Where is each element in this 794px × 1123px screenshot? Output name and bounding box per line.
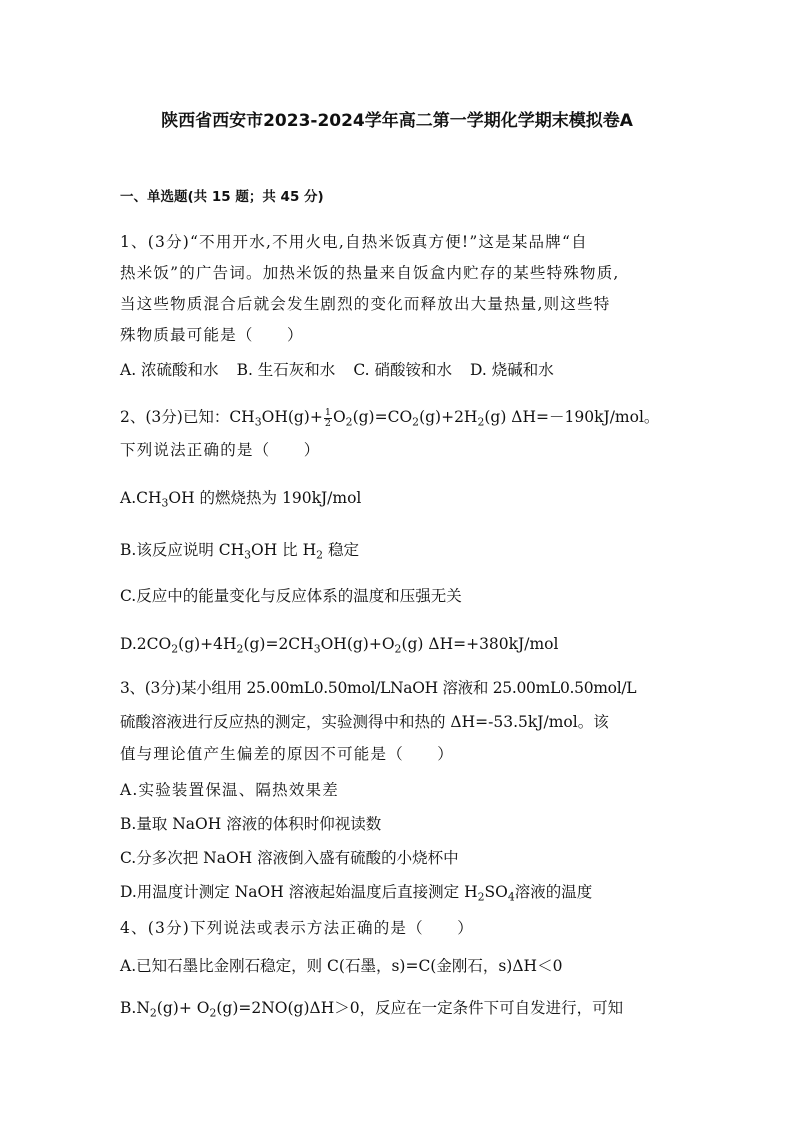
question-1-option-a: A. 浓硫酸和水 bbox=[120, 361, 219, 379]
q2-text: (g)+2H bbox=[419, 408, 478, 426]
opt-text: B.N bbox=[120, 999, 150, 1017]
opt-sub: 3 bbox=[244, 548, 252, 562]
q2-text: OH(g)+ bbox=[261, 408, 323, 426]
question-4-stem: 4、(3分)下列说法或表示方法正确的是（ ） bbox=[120, 919, 474, 937]
question-3-option-a: A.实验装置保温、隔热效果差 bbox=[120, 781, 339, 799]
question-3-line-2: 硫酸溶液进行反应热的测定，实验测得中和热的 ΔH=-53.5kJ/mol。该 bbox=[120, 713, 609, 731]
opt-sub: 2 bbox=[394, 642, 402, 656]
question-3-line-1: 3、(3分)某小组用 25.00mL0.50mol/LNaOH 溶液和 25.00mL0.50mol/L bbox=[120, 679, 637, 697]
question-3-line-3: 值与理论值产生偏差的原因不可能是（ ） bbox=[120, 745, 455, 763]
opt-text: (g)+4H bbox=[178, 635, 237, 653]
question-3-option-c: C.分多次把 NaOH 溶液倒入盛有硫酸的小烧杯中 bbox=[120, 849, 459, 867]
half-fraction bbox=[324, 408, 332, 428]
opt-text: OH(g)+O bbox=[320, 635, 395, 653]
q2-sub: 3 bbox=[254, 415, 262, 429]
question-2-equation-line bbox=[120, 407, 659, 428]
opt-text: OH 比 H bbox=[251, 541, 317, 559]
q2-text: O bbox=[332, 408, 346, 426]
question-1-line-2: 热米饭”的广告词。加热米饭的热量来自饭盒内贮存的某些特殊物质, bbox=[120, 264, 620, 282]
fraction-denominator: 2 bbox=[324, 417, 331, 429]
q2-sub: 2 bbox=[345, 415, 353, 429]
opt-sub: 3 bbox=[313, 642, 321, 656]
fraction-numerator: 1 bbox=[324, 406, 331, 418]
opt-text: (g) ΔH=+380kJ/mol bbox=[401, 635, 559, 653]
question-1-option-b: B. 生石灰和水 bbox=[236, 361, 336, 379]
opt-sub: 2 bbox=[171, 642, 179, 656]
q2-text: 2、(3分)已知：CH bbox=[120, 408, 255, 426]
opt-text: D.2CO bbox=[120, 635, 172, 653]
question-1-line-3: 当这些物质混合后就会发生剧烈的变化而释放出大量热量,则这些特 bbox=[120, 295, 611, 313]
opt-sub: 2 bbox=[209, 1006, 217, 1020]
opt-text: SO bbox=[484, 883, 508, 901]
opt-text: (g)=2NO(g)ΔH＞0，反应在一定条件下可自发进行，可知 bbox=[216, 999, 624, 1017]
opt-sub: 2 bbox=[316, 548, 324, 562]
question-2-option-d bbox=[120, 634, 558, 654]
opt-sub: 4 bbox=[507, 890, 515, 904]
question-2-line-2: 下列说法正确的是（ ） bbox=[120, 441, 321, 459]
opt-sub: 2 bbox=[236, 642, 244, 656]
question-1-option-c: C. 硝酸铵和水 bbox=[353, 361, 452, 379]
opt-text: D.用温度计测定 NaOH 溶液起始温度后直接测定 H bbox=[120, 883, 478, 901]
q2-sub: 2 bbox=[412, 415, 420, 429]
question-4-option-a: A.已知石墨比金刚石稳定，则 C(石墨，s)=C(金刚石，s)ΔH＜0 bbox=[120, 957, 563, 975]
opt-text: A.CH bbox=[120, 489, 162, 507]
q2-text: (g) ΔH=－190kJ/mol。 bbox=[484, 408, 660, 426]
section-heading: 一、单选题(共 15 题；共 45 分) bbox=[120, 189, 324, 205]
question-2-option-c: C.反应中的能量变化与反应体系的温度和压强无关 bbox=[120, 587, 462, 605]
question-2-option-a bbox=[120, 488, 361, 508]
opt-sub: 3 bbox=[161, 496, 169, 510]
question-2-option-b bbox=[120, 540, 359, 560]
question-1-options bbox=[120, 360, 554, 380]
question-1-option-d: D. 烧碱和水 bbox=[469, 361, 554, 379]
opt-text: (g)=2CH bbox=[243, 635, 314, 653]
page-title: 陕西省西安市2023-2024学年高二第一学期化学期末模拟卷A bbox=[161, 111, 633, 131]
opt-text: (g)+ O bbox=[156, 999, 210, 1017]
question-4-option-b bbox=[120, 998, 623, 1018]
opt-text: 稳定 bbox=[323, 541, 359, 559]
question-3-option-b: B.量取 NaOH 溶液的体积时仰视读数 bbox=[120, 815, 382, 833]
opt-text: B.该反应说明 CH bbox=[120, 541, 245, 559]
question-1-line-1: 1、(3分)“不用开水,不用火电,自热米饭真方便!”这是某品牌“自 bbox=[120, 233, 588, 251]
q2-text: (g)=CO bbox=[352, 408, 413, 426]
question-3-option-d bbox=[120, 882, 592, 902]
question-1-line-4: 殊物质最可能是（ ） bbox=[120, 326, 304, 344]
opt-sub: 2 bbox=[149, 1006, 157, 1020]
opt-sub: 2 bbox=[477, 890, 485, 904]
opt-text: OH 的燃烧热为 190kJ/mol bbox=[168, 489, 362, 507]
q2-sub: 2 bbox=[477, 415, 485, 429]
opt-text: 溶液的温度 bbox=[514, 883, 593, 901]
